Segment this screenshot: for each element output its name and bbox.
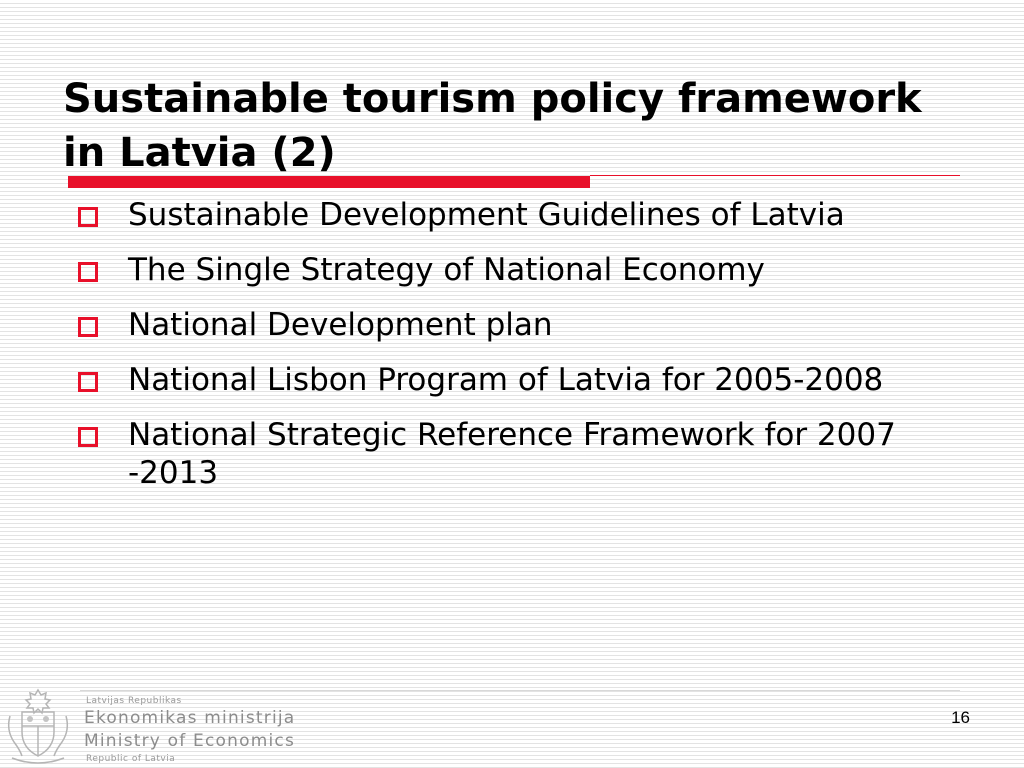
title-underline-line [590, 175, 960, 176]
bullet-item [76, 251, 956, 289]
footer-divider [80, 690, 960, 691]
square-bullet-icon [78, 372, 98, 392]
square-bullet-icon [78, 207, 98, 227]
bullet-text: National Strategic Reference Framework for 2007 -2013 [128, 417, 896, 491]
title-underline-bar [68, 176, 590, 188]
bullet-text: National Lisbon Program of Latvia for 2005-2008 [128, 362, 884, 398]
bullet-list [76, 196, 956, 509]
bullet-text: The Single Strategy of National Economy [128, 252, 765, 288]
bullet-text: National Development plan [128, 307, 553, 343]
logo-text-republic-of-latvia: Republic of Latvia [86, 754, 176, 764]
slide-title: Sustainable tourism policy framework in Latvia (2) [63, 76, 922, 176]
bullet-text: Sustainable Development Guidelines of Latvia [128, 197, 845, 233]
logo-text-ministry-of-economics: Ministry of Economics [84, 731, 296, 751]
page-number: 16 [951, 708, 970, 727]
square-bullet-icon [78, 427, 98, 447]
bullet-item [76, 306, 956, 344]
bullet-item [76, 416, 956, 492]
logo-text-latvijas-republikas: Latvijas Republikas [86, 696, 182, 706]
square-bullet-icon [78, 317, 98, 337]
bullet-item [76, 196, 956, 234]
bullet-item [76, 361, 956, 399]
square-bullet-icon [78, 262, 98, 282]
latvia-coat-of-arms-icon [2, 686, 74, 766]
logo-text-ekonomikas-ministrija: Ekonomikas ministrija [84, 708, 296, 728]
